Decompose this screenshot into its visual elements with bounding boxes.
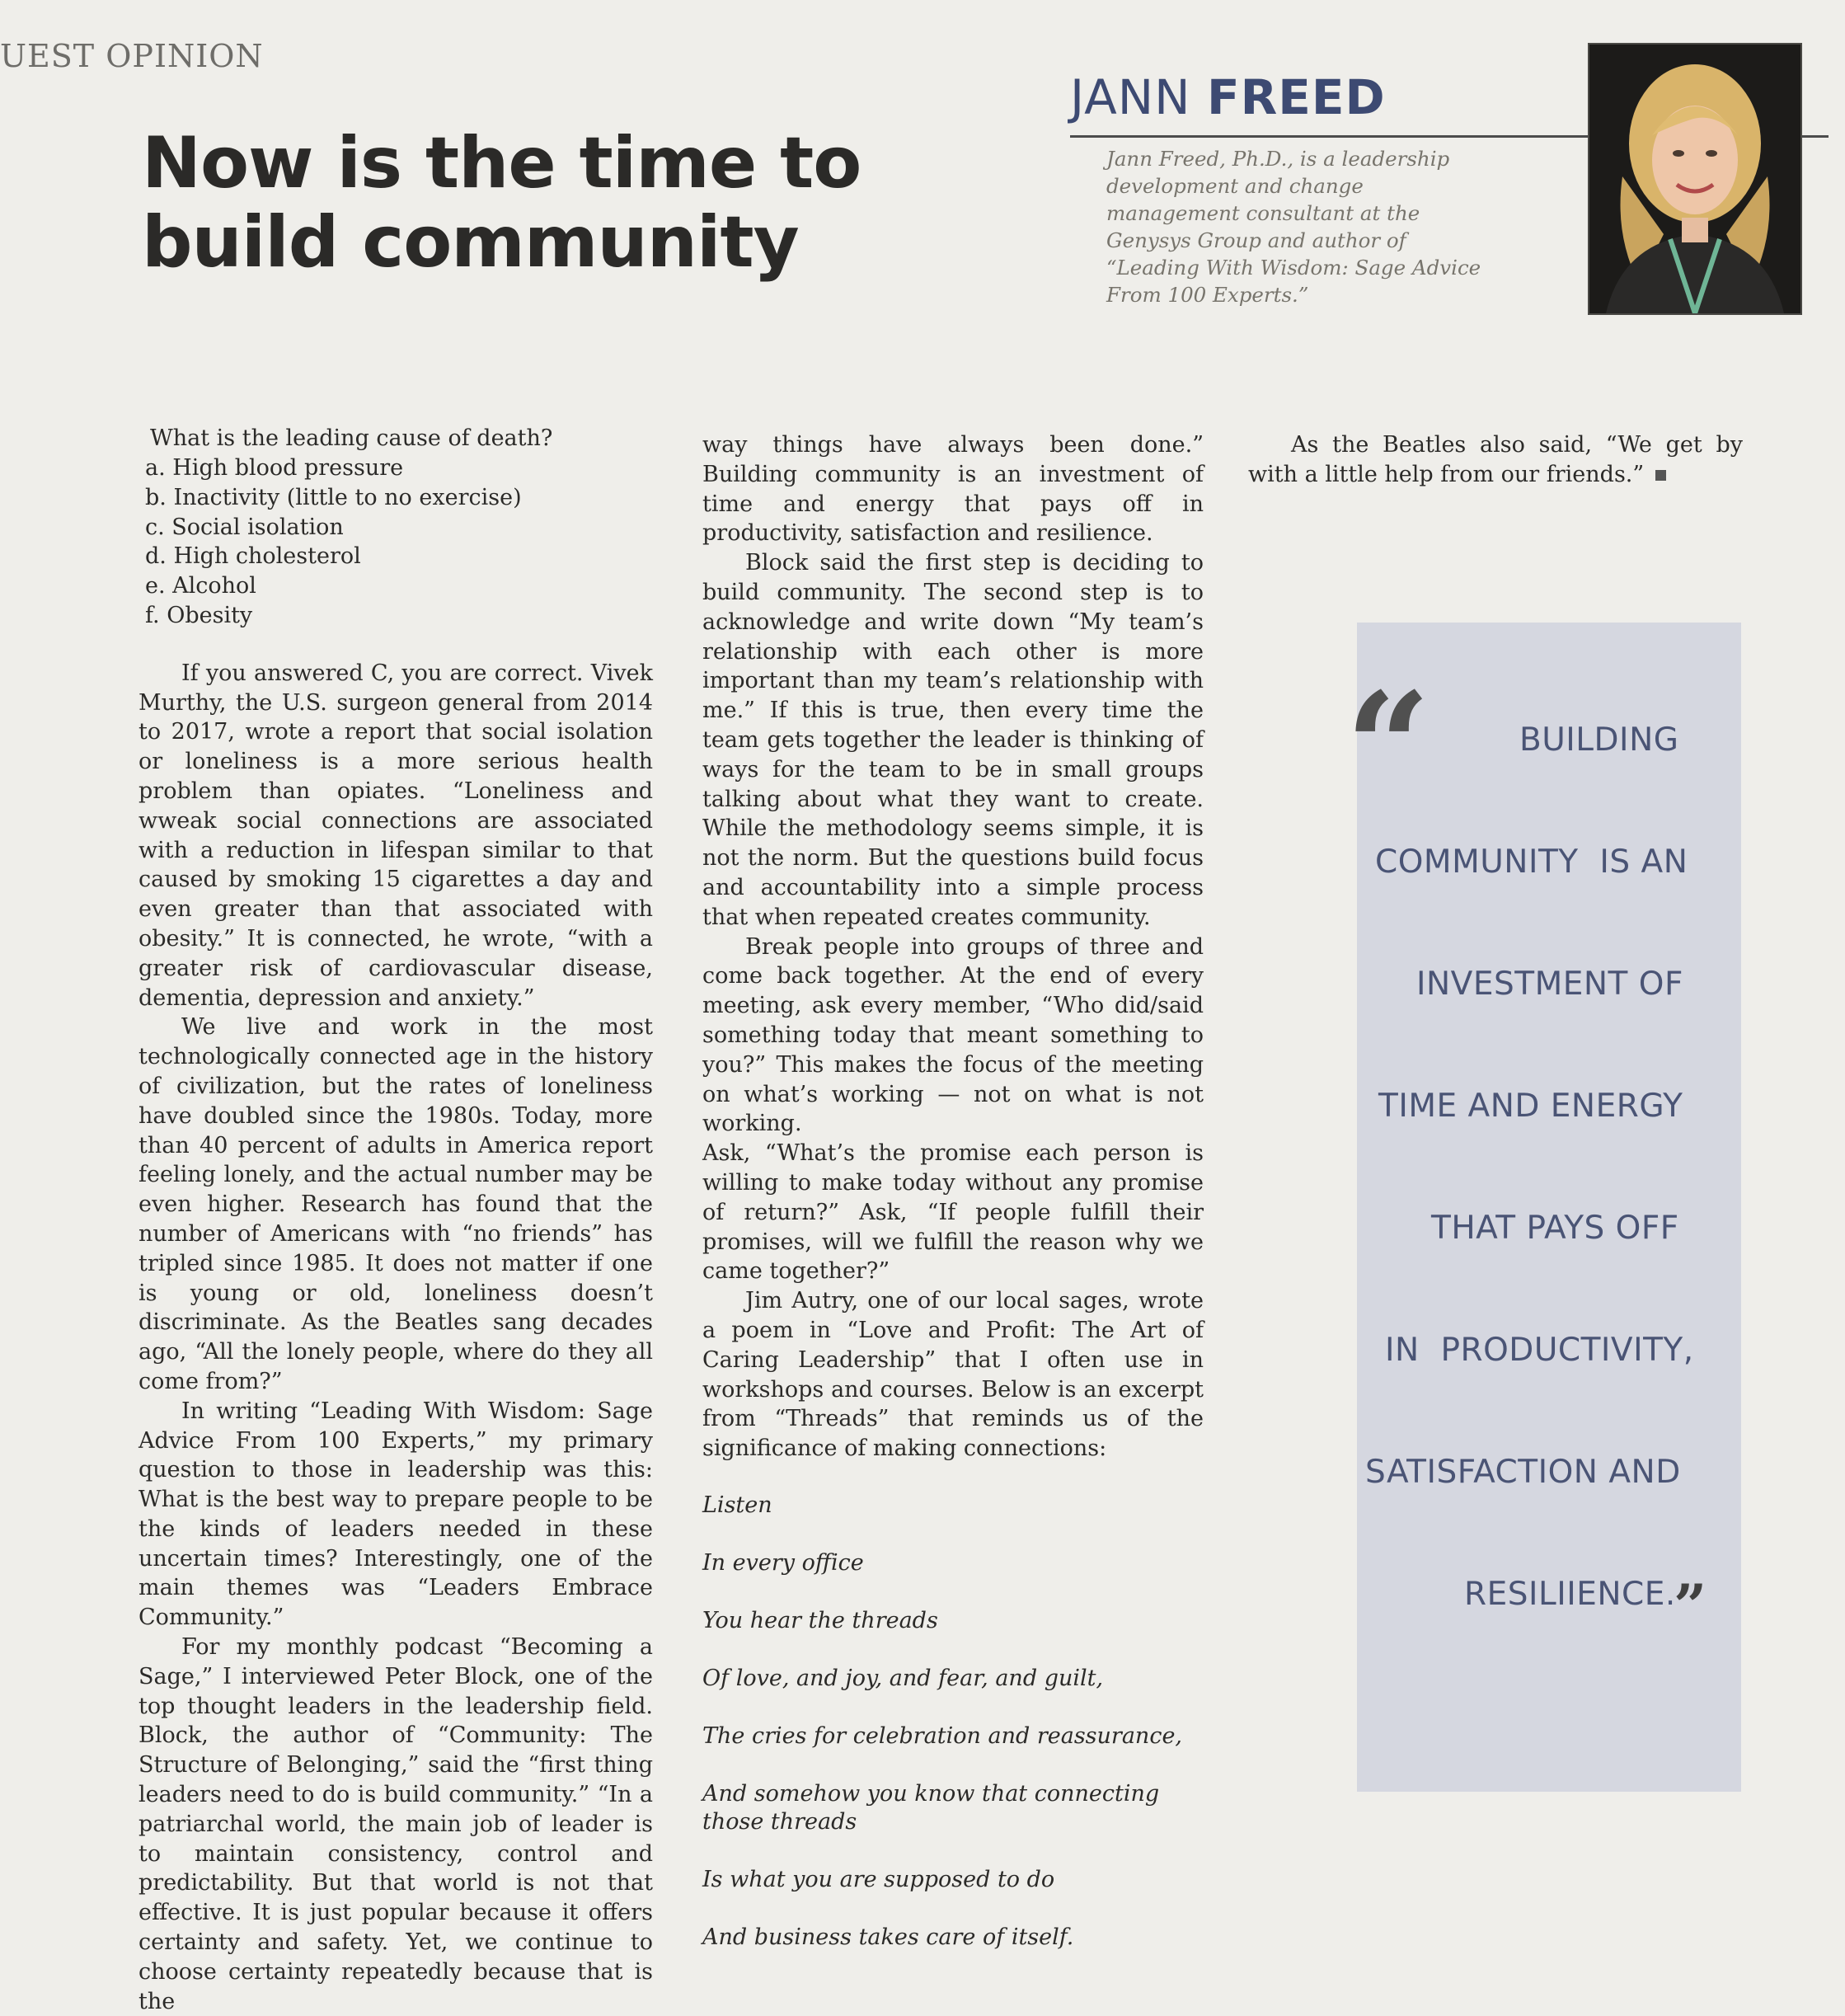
poem-excerpt: [702, 1492, 1204, 1952]
quiz-options: [145, 453, 653, 631]
body-paragraph: We live and work in the most technologically connected age in the history of civilization, but the rates of loneliness have doubled since the 1980s. Today, more than 40 percent of adults in America report feeling lonely, and the actual number may be even higher. Research has found that the number of Americans with “no friends” has tripled since 1985. It does not matter if one is young or old, loneliness doesn’t discriminate. As the Beatles sang decades ago, “All the lonely people, where do they all come from?”: [138, 1014, 653, 1394]
poem-line: And business takes care of itself.: [702, 1924, 1074, 1950]
pull-quote-line: INVESTMENT OF: [1416, 966, 1683, 1003]
poem-line: In every office: [702, 1549, 864, 1576]
column-3: [1248, 430, 1743, 490]
section-label: UEST OPINION: [0, 38, 264, 74]
body-paragraph: If you answered C, you are correct. Vivek Murthy, the U.S. surgeon general from 2014 to 2017, wrote a report that social isolation or loneliness is a more serious health problem than opiates. “Loneliness and wweak social connections are associated with a reduction in lifespan similar to that caused by smoking 15 cigarettes a day and even greater than that associated with obesity.” It is connected, he wrote, “with a greater risk of cardiovascular disease, dementia, depression and anxiety.”: [138, 660, 653, 1011]
poem-line: Is what you are supposed to do: [702, 1866, 1055, 1892]
quiz-option-b: b. Inactivity (little to no exercise): [145, 484, 522, 510]
body-paragraph: Break people into groups of three and come back together. At the end of every meeting, ask every member, “Who did/said something today that meant something to you?” This makes the focus of the meeting on what’s working — not on what is not working.: [702, 933, 1204, 1137]
pull-quote: [1345, 623, 1741, 1792]
body-paragraph: Ask, “What’s the promise each person is willing to make today without any promise of return?” Ask, “If people fulfill their promises, will we fulfill the reason why we came together?”: [702, 1140, 1204, 1285]
body-paragraph: Block said the first step is deciding to build community. The second step is to acknowledge and write down “My team’s relationship with each other is more important than my team’s relationship with me.” If this is true, then every time the team gets together the leader is thinking of ways for the team to be in small groups talking about what they want to create. While the methodology seems simple, it is not the norm. But the questions build focus and accountability into a simple process that when repeated creates community.: [702, 550, 1204, 930]
end-mark-icon: [1655, 470, 1666, 481]
pull-quote-line: IN PRODUCTIVITY,: [1385, 1332, 1694, 1369]
body-paragraph: For my monthly podcast “Becoming a Sage,” I interviewed Peter Block, one of the top thought leaders in the leadership field. Block, the author of “Community: The Structure of Belonging,” said the “first thing leaders need to do is build community.” “In a patriarchal world, the main job of leader is to maintain consistency, control and predictability. But that world is not that effective. It is just popular because it offers certainty and safety. Yet, we continue to choose certainty repeatedly because that is the: [138, 1634, 653, 2014]
closing-text: As the Beatles also said, “We get by with a little help from our friends.”: [1248, 432, 1743, 487]
author-last-name: FREED: [1206, 69, 1386, 125]
closing-paragraph: [1248, 430, 1743, 490]
pull-quote-line: TIME AND ENERGY: [1378, 1088, 1683, 1125]
quiz-question: What is the leading cause of death?: [150, 425, 553, 451]
close-quote-icon: ”: [1674, 1572, 1707, 1640]
author-name: [1070, 69, 1386, 125]
column-1: [138, 424, 653, 2016]
author-photo: [1588, 43, 1802, 315]
open-quote-icon: “: [1345, 660, 1431, 834]
headline: Now is the time to build community: [142, 122, 861, 284]
quiz-option-e: e. Alcohol: [145, 573, 256, 599]
quiz-option-d: d. High cholesterol: [145, 543, 361, 570]
author-bio: Jann Freed, Ph.D., is a leadership development and change management consultant at the Genysys Group and author of “Leading With Wisdom: Sage Advice From 100 Experts.”: [1106, 147, 1481, 307]
body-paragraph: Jim Autry, one of our local sages, wrote a poem in “Love and Profit: The Art of Caring Leadership” that I often use in workshops and courses. Below is an excerpt from “Threads” that reminds us of the significance of making connections:: [702, 1288, 1204, 1462]
quiz-option-f: f. Obesity: [145, 602, 253, 628]
pull-quote-line: RESILIIENCE.: [1464, 1576, 1676, 1613]
poem-line: Of love, and joy, and fear, and guilt,: [702, 1665, 1104, 1691]
poem-line: The cries for celebration and reassurance,: [702, 1722, 1183, 1749]
author-first-name: JANN: [1070, 69, 1191, 125]
pull-quote-line: THAT PAYS OFF: [1431, 1210, 1679, 1247]
quiz-option-c: c. Social isolation: [145, 514, 344, 540]
body-paragraph: way things have always been done.” Building community is an investment of time and energy that pays off in productivity, satisfaction and resilience.: [702, 432, 1204, 547]
poem-line: You hear the threads: [702, 1607, 938, 1633]
poem-line: And somehow you know that connecting those threads: [702, 1780, 1160, 1835]
poem-line: Listen: [702, 1492, 772, 1518]
spacer: [138, 631, 653, 659]
pull-quote-line: COMMUNITY IS AN: [1375, 844, 1688, 881]
pull-quote-line: BUILDING: [1519, 721, 1679, 759]
pull-quote-line: SATISFACTION AND: [1365, 1454, 1681, 1491]
body-paragraph: In writing “Leading With Wisdom: Sage Advice From 100 Experts,” my primary question to those in leadership was this: What is the best way to prepare people to be the kinds of leaders needed in these uncertain times? Interestingly, one of the main themes was “Leaders Embrace Community.”: [138, 1398, 653, 1631]
column-2: [702, 430, 1204, 1981]
quiz-option-a: a. High blood pressure: [145, 455, 404, 481]
